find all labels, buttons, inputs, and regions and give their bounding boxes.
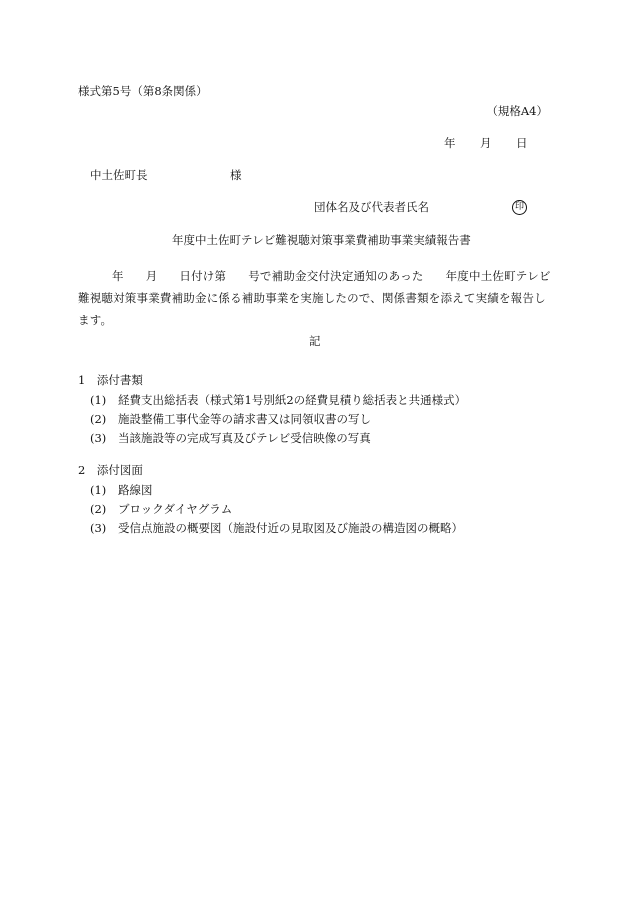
applicant-label: 団体名及び代表者氏名 [314, 200, 429, 214]
list-item-text: 施設整備工事代金等の請求書又は同領収書の写し [118, 412, 371, 426]
list-item-number: (1) [90, 483, 107, 497]
form-code: 様式第5号（第8条関係） [78, 84, 208, 98]
paper-size-note: （規格A4） [486, 104, 548, 118]
date-month-label: 月 [480, 136, 492, 150]
date-year-label: 年 [444, 136, 456, 150]
list-item-text: 路線図 [118, 483, 153, 497]
date-day-label: 日 [516, 136, 528, 150]
list-item-number: (2) [90, 502, 107, 516]
list-item-number: (3) [90, 431, 107, 445]
body-text: 年度中土佐町テレビ難視聴対策事業費補助金に係る補助事業を実施したので、関係書類を添えて実績を報告します。 [78, 269, 551, 327]
recipient-name: 中土佐町長 [90, 168, 148, 182]
seal-mark [512, 200, 527, 215]
body-paragraph [78, 265, 556, 331]
body-notice-number: 号で補助金交付決定通知のあった [248, 269, 424, 283]
body-year-label: 年 [112, 269, 124, 283]
body-notice-date: 日付け第 [179, 269, 227, 283]
list-item-text: 受信点施設の概要図（施設付近の見取図及び施設の構造図の概略） [118, 521, 463, 535]
list-item-text: ブロックダイヤグラム [118, 502, 233, 516]
list-item-text: 当該施設等の完成写真及びテレビ受信映像の写真 [118, 431, 371, 445]
list-item-number: (2) [90, 412, 107, 426]
body-month-label: 月 [145, 269, 158, 283]
list-item-number: (3) [90, 521, 107, 535]
ki-heading: 記 [309, 334, 321, 348]
list-item-number: (1) [90, 393, 107, 407]
section-heading: 2 添付図面 [78, 463, 143, 477]
seal-icon: 印 [512, 200, 527, 215]
list-item-text: 経費支出総括表（様式第1号別紙2の経費見積り総括表と共通様式） [118, 393, 467, 407]
section-heading: 1 添付書類 [78, 373, 143, 387]
document-title: 年度中土佐町テレビ難視聴対策事業費補助事業実績報告書 [172, 233, 471, 247]
recipient-honorific: 様 [230, 168, 242, 182]
